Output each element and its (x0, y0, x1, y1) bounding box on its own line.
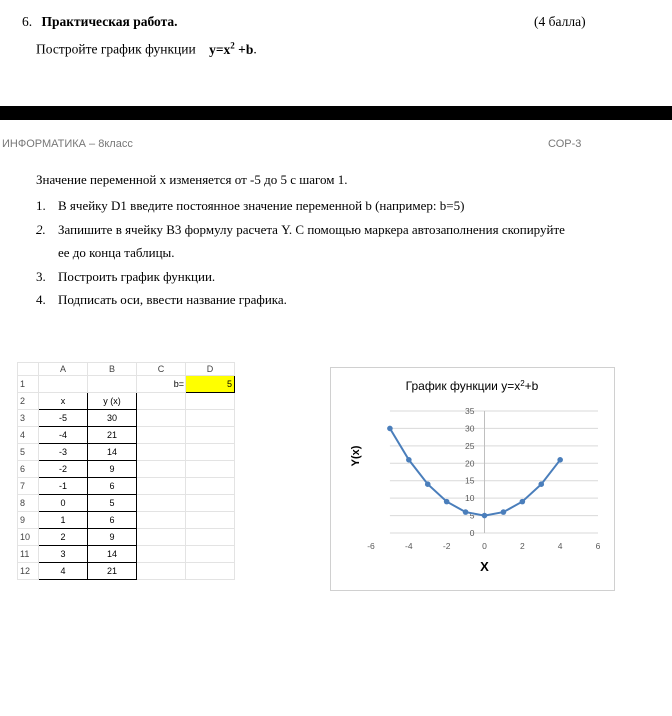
step-text: Подписать оси, ввести название графика. (58, 292, 287, 307)
row-number: 5 (18, 444, 39, 461)
y-value-cell[interactable]: 30 (88, 410, 137, 427)
header-cell-y[interactable]: y (x) (88, 393, 137, 410)
row-number: 9 (18, 512, 39, 529)
data-point (463, 509, 469, 515)
y-tick-label: 30 (465, 423, 475, 434)
assessment-code: СОР-3 (548, 138, 582, 150)
cell[interactable] (137, 495, 186, 512)
row-number: 7 (18, 478, 39, 495)
step-continuation: ее до конца таблицы. (58, 245, 175, 260)
cell[interactable] (137, 512, 186, 529)
row-number: 11 (18, 546, 39, 563)
table-row (18, 529, 235, 546)
cell[interactable] (186, 461, 235, 478)
x-tick-label: 2 (519, 541, 525, 551)
task-title: Практическая работа. (41, 14, 178, 29)
chart-title (406, 379, 539, 393)
formula-exponent: 2 (230, 40, 235, 50)
y-value-cell[interactable]: 9 (88, 529, 137, 546)
table-row (18, 495, 235, 512)
cell[interactable] (137, 529, 186, 546)
table-row (18, 376, 235, 393)
x-value-cell[interactable]: -2 (39, 461, 88, 478)
step-item (36, 194, 565, 218)
steps-list (36, 194, 565, 312)
cell[interactable] (88, 376, 137, 393)
data-point (406, 457, 412, 463)
y-tick-label: 20 (465, 458, 475, 469)
cell[interactable] (186, 512, 235, 529)
chart (330, 367, 615, 591)
header-cell-x[interactable]: x (39, 393, 88, 410)
cell[interactable] (137, 478, 186, 495)
step-text: Построить график функции. (58, 268, 216, 284)
x-value-cell[interactable]: 3 (39, 546, 88, 563)
series-line (390, 428, 560, 515)
x-value-cell[interactable]: -3 (39, 444, 88, 461)
row-number: 6 (18, 461, 39, 478)
step-item (36, 218, 565, 242)
task-heading (22, 14, 178, 30)
x-value-cell[interactable]: -4 (39, 427, 88, 444)
cell[interactable] (137, 461, 186, 478)
chart-title-suffix: +b (524, 379, 539, 393)
chart-title-base: График функции y=x (405, 379, 521, 393)
task-number: 6. (22, 14, 33, 29)
chart-title-exponent: 2 (520, 379, 525, 388)
table-row (18, 427, 235, 444)
task-instruction (36, 40, 257, 58)
y-value-cell[interactable]: 21 (88, 427, 137, 444)
table-row (18, 410, 235, 427)
step-number: 4. (36, 292, 46, 307)
y-value-cell[interactable]: 14 (88, 444, 137, 461)
table-row (18, 546, 235, 563)
cell[interactable] (137, 563, 186, 580)
cell[interactable] (137, 427, 186, 444)
y-tick-label: 0 (469, 528, 475, 538)
y-value-cell[interactable]: 21 (88, 563, 137, 580)
y-value-cell[interactable]: 14 (88, 546, 137, 563)
x-tick-label: 4 (557, 541, 563, 551)
table-row (18, 478, 235, 495)
subject-header: ИНФОРМАТИКА – 8класс (2, 138, 133, 150)
formula-end: . (253, 41, 257, 57)
data-point (425, 481, 431, 487)
spreadsheet-table (17, 362, 235, 580)
table-row (18, 512, 235, 529)
x-axis-label: X (480, 559, 489, 574)
page-divider (0, 106, 672, 120)
intro-text: Значение переменной x изменяется от -5 до 5 с шагом 1. (36, 172, 348, 187)
corner-cell (18, 363, 39, 376)
data-point (520, 499, 526, 505)
cell[interactable] (39, 376, 88, 393)
y-tick-label: 15 (465, 475, 475, 486)
y-value-cell[interactable]: 9 (88, 461, 137, 478)
x-tick-label: 6 (595, 541, 601, 551)
column-header: C (137, 363, 186, 376)
y-axis-label: Y(x) (350, 445, 362, 467)
table-row (18, 461, 235, 478)
x-tick-label: -4 (405, 541, 413, 551)
table-row (18, 563, 235, 580)
x-tick-label: 0 (482, 541, 487, 551)
x-value-cell[interactable]: 1 (39, 512, 88, 529)
step-number: 2. (36, 221, 46, 237)
cell[interactable] (186, 427, 235, 444)
y-value-cell[interactable]: 6 (88, 512, 137, 529)
x-value-cell[interactable]: -5 (39, 410, 88, 427)
x-value-cell[interactable]: 0 (39, 495, 88, 512)
row-number: 8 (18, 495, 39, 512)
formula (209, 42, 253, 57)
y-tick-label: 10 (465, 493, 475, 504)
step-item (36, 288, 565, 312)
cell[interactable] (186, 478, 235, 495)
y-tick-label: 35 (465, 406, 475, 416)
cell[interactable] (137, 444, 186, 461)
step-number: 1. (36, 198, 46, 213)
formula-suffix: +b (234, 41, 254, 57)
y-value-cell[interactable]: 5 (88, 495, 137, 512)
step-text: В ячейку D1 введите постоянное значение переменной b (например: b=5) (58, 198, 465, 213)
step-item (36, 265, 565, 289)
data-point (557, 457, 563, 463)
cell[interactable] (186, 563, 235, 580)
cell[interactable] (186, 529, 235, 546)
cell[interactable] (137, 546, 186, 563)
data-point (538, 481, 544, 487)
b-value-cell[interactable]: 5 (186, 376, 235, 393)
step-text: Запишите в ячейку B3 формулу расчета Y. С помощью маркера автозаполнения скопируйте (58, 221, 565, 237)
spreadsheet (17, 362, 235, 580)
x-tick-label: -6 (367, 541, 375, 551)
formula-base: y=x (209, 41, 231, 57)
task-points: (4 балла) (534, 14, 586, 29)
row-number: 4 (18, 427, 39, 444)
y-value-cell[interactable]: 6 (88, 478, 137, 495)
column-header: D (186, 363, 235, 376)
b-label-cell[interactable]: b= (137, 376, 186, 393)
cell[interactable] (137, 410, 186, 427)
y-tick-label: 25 (465, 440, 475, 451)
data-point (501, 509, 507, 515)
table-row (18, 393, 235, 410)
data-point (387, 426, 393, 432)
y-tick-label: 5 (469, 510, 475, 521)
x-value-cell[interactable]: 4 (39, 563, 88, 580)
column-header: A (39, 363, 88, 376)
column-header: B (88, 363, 137, 376)
cell[interactable] (186, 546, 235, 563)
row-number: 1 (18, 376, 39, 393)
step-number: 3. (36, 268, 46, 284)
chart-svg (331, 368, 614, 590)
cell[interactable] (186, 495, 235, 512)
cell[interactable] (186, 444, 235, 461)
row-number: 10 (18, 529, 39, 546)
cell[interactable] (186, 410, 235, 427)
data-point (482, 513, 488, 519)
x-value-cell[interactable]: -1 (39, 478, 88, 495)
cell[interactable] (186, 393, 235, 410)
instruction-prefix: Постройте график функции (36, 41, 196, 57)
x-value-cell[interactable]: 2 (39, 529, 88, 546)
row-number: 12 (18, 563, 39, 580)
x-tick-label: -2 (442, 541, 451, 551)
column-header-row (18, 363, 235, 376)
cell[interactable] (137, 393, 186, 410)
row-number: 2 (18, 393, 39, 410)
data-point (444, 499, 450, 505)
table-row (18, 444, 235, 461)
row-number: 3 (18, 410, 39, 427)
